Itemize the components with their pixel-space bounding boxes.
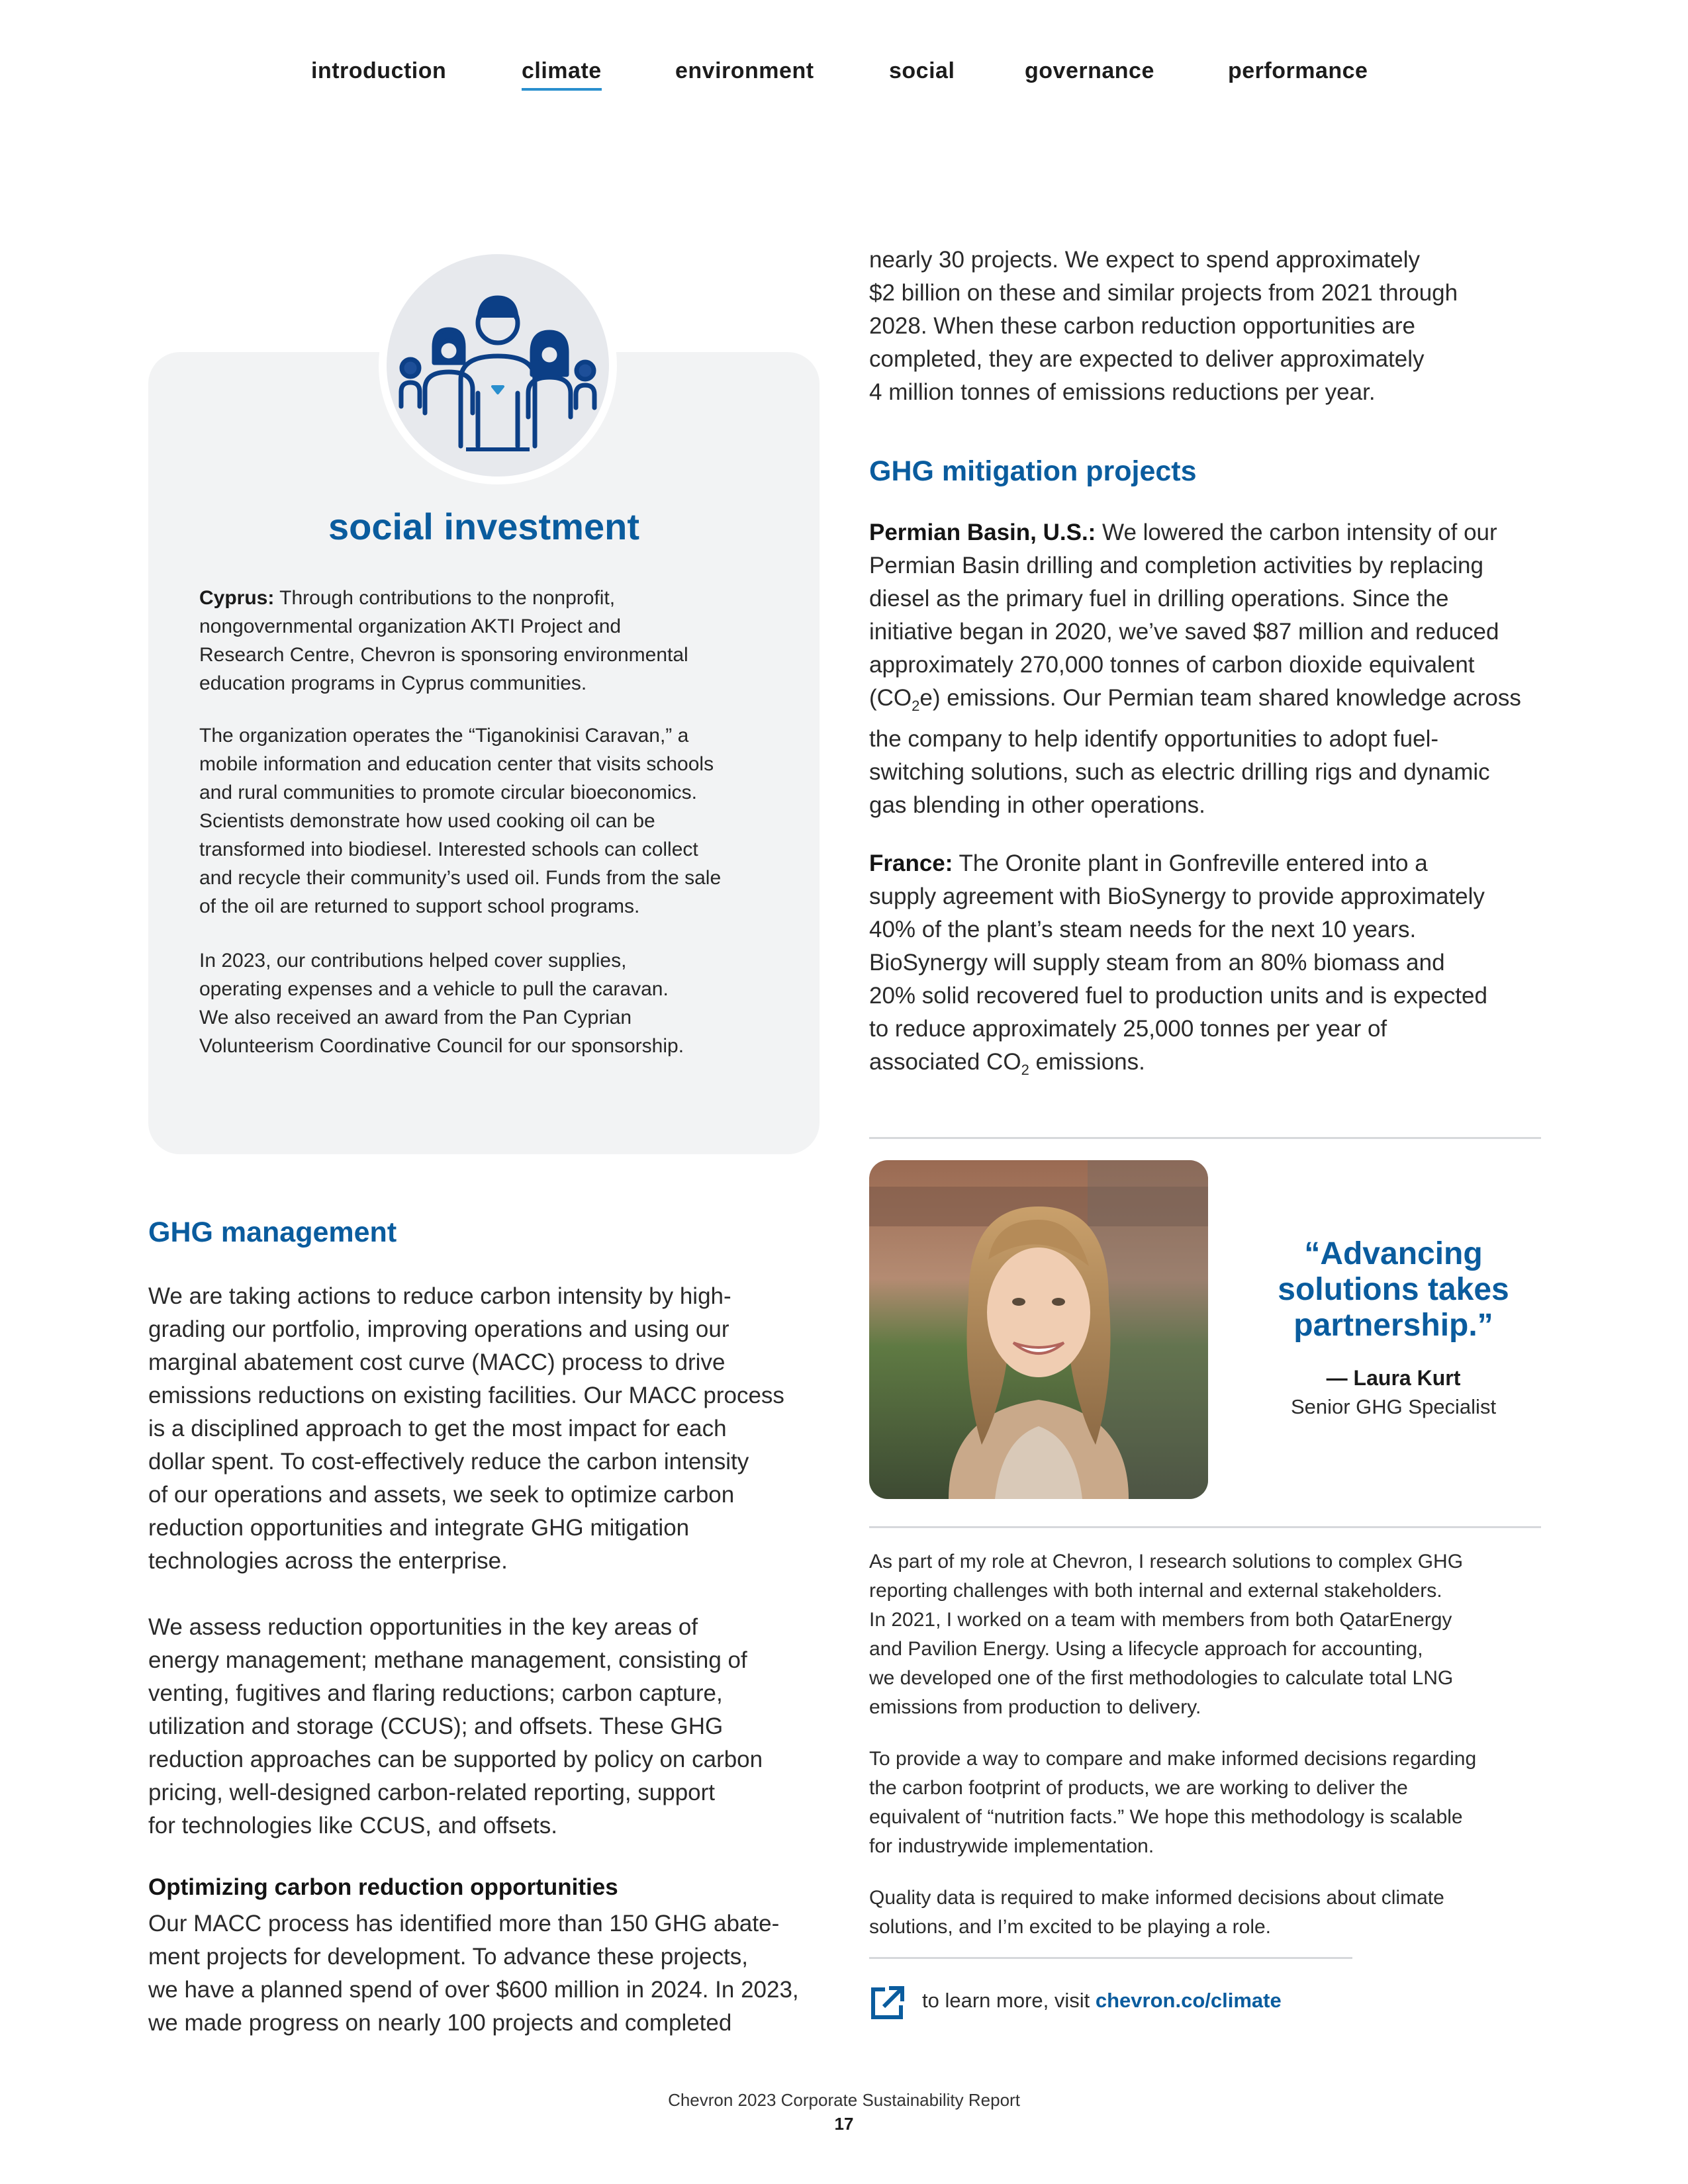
permian-label: Permian Basin, U.S.: — [869, 520, 1096, 545]
optimizing-paragraph — [148, 1907, 837, 2040]
text-line: of the oil are returned to support school programs. — [199, 895, 640, 917]
text-line: In 2023, our contributions helped cover supplies, — [199, 950, 627, 972]
permian-paragraph — [869, 516, 1558, 822]
text-line: 2028. When these carbon reduction opportunities are — [869, 313, 1415, 339]
text-line: Permian Basin drilling and completion activities by replacing — [869, 553, 1483, 578]
text-line: reporting challenges with both internal and external stakeholders. — [869, 1580, 1442, 1602]
text-line: The organization operates the “Tiganokinisi Caravan,” a — [199, 725, 689, 747]
pull-quote — [1244, 1236, 1542, 1343]
co2-subscript: 2 — [912, 698, 920, 714]
text-line: emissions from production to delivery. — [869, 1696, 1201, 1718]
text-line: the company to help identify opportunities to adopt fuel- — [869, 726, 1438, 752]
ghg-management-heading: GHG management — [148, 1216, 397, 1248]
text-line: of our operations and assets, we seek to optimize carbon — [148, 1482, 735, 1508]
text-line: grading our portfolio, improving operations and using our — [148, 1316, 729, 1342]
text-line-co2e — [869, 682, 1558, 723]
text-line: Volunteerism Coordinative Council for our sponsorship. — [199, 1035, 684, 1057]
text-line: $2 billion on these and similar projects from 2021 through — [869, 280, 1458, 306]
text-line: nongovernmental organization AKTI Project and — [199, 615, 622, 637]
text-line: is a disciplined approach to get the most impact for each — [148, 1416, 727, 1441]
divider — [869, 1957, 1352, 1959]
text-line: utilization and storage (CCUS); and offsets. These GHG — [148, 1713, 724, 1739]
text-line: solutions, and I’m excited to be playing a role. — [869, 1916, 1272, 1938]
climate-link[interactable]: chevron.co/climate — [1095, 1989, 1282, 2012]
france-paragraph — [869, 847, 1558, 1087]
text-line: Our MACC process has identified more than 150 GHG abate- — [148, 1911, 780, 1936]
text-line: We lowered the carbon intensity of our — [1096, 520, 1497, 545]
co2-prefix: (CO — [869, 685, 912, 711]
text-line: we developed one of the first methodologies to calculate total LNG — [869, 1667, 1454, 1689]
co2-prefix: associated CO — [869, 1049, 1021, 1075]
profile-paragraph-1 — [869, 1547, 1544, 1722]
text-line: and Pavilion Energy. Using a lifecycle approach for accounting, — [869, 1638, 1423, 1660]
text-line: education programs in Cyprus communities. — [199, 672, 587, 694]
text-line: 20% solid recovered fuel to production units and is expected — [869, 983, 1487, 1009]
text-line: we made progress on nearly 100 projects and completed — [148, 2010, 732, 2036]
nav-social[interactable]: social — [889, 58, 955, 83]
text-line: nearly 30 projects. We expect to spend approximately — [869, 247, 1421, 273]
text-line: operating expenses and a vehicle to pull the caravan. — [199, 978, 669, 1000]
text-line: completed, they are expected to deliver approximately — [869, 346, 1425, 372]
text-line: We assess reduction opportunities in the key areas of — [148, 1614, 698, 1640]
text-line: reduction opportunities and integrate GHG mitigation — [148, 1515, 690, 1541]
text-line: venting, fugitives and flaring reductions; carbon capture, — [148, 1680, 723, 1706]
page-number: 17 — [834, 2114, 854, 2134]
text-line: 40% of the plant’s steam needs for the next 10 years. — [869, 917, 1417, 942]
text-line: transformed into biodiesel. Interested schools can collect — [199, 839, 698, 860]
text-line-co2 — [869, 1046, 1558, 1087]
learn-more-text — [922, 1989, 1282, 2013]
people-group-icon — [387, 254, 609, 477]
ghg-mitigation-heading: GHG mitigation projects — [869, 455, 1197, 487]
text-line: and rural communities to promote circular bioeconomics. — [199, 782, 697, 803]
quote-role: Senior GHG Specialist — [1290, 1395, 1497, 1418]
top-navigation — [0, 58, 1688, 98]
text-line: emissions reductions on existing facilities. Our MACC process — [148, 1383, 784, 1408]
nav-performance[interactable]: performance — [1228, 58, 1368, 83]
text-line: 4 million tonnes of emissions reductions per year. — [869, 379, 1376, 405]
text-line: to reduce approximately 25,000 tonnes per year of — [869, 1016, 1387, 1042]
card-paragraph-contributions — [199, 946, 782, 1060]
quote-line: solutions takes — [1278, 1272, 1509, 1307]
france-label: France: — [869, 850, 953, 876]
text-line: reduction approaches can be supported by policy on carbon — [148, 1747, 763, 1772]
text-line: equivalent of “nutrition facts.” We hope this methodology is scalable — [869, 1806, 1463, 1828]
card-paragraph-caravan — [199, 721, 782, 921]
profile-paragraph-2 — [869, 1745, 1544, 1861]
text-line: pricing, well-designed carbon-related reporting, support — [148, 1780, 716, 1805]
nav-environment[interactable]: environment — [675, 58, 814, 83]
text-line: initiative began in 2020, we’ve saved $87 million and reduced — [869, 619, 1499, 645]
text-line: Research Centre, Chevron is sponsoring environmental — [199, 644, 688, 666]
card-title: social investment — [328, 506, 639, 547]
text-line: We are taking actions to reduce carbon intensity by high- — [148, 1283, 731, 1309]
text-line: switching solutions, such as electric drilling rigs and dynamic — [869, 759, 1490, 785]
external-link-icon[interactable] — [869, 1984, 906, 2021]
quote-line: “Advancing — [1304, 1236, 1483, 1271]
text-line: energy management; methane management, consisting of — [148, 1647, 747, 1673]
text-line: The Oronite plant in Gonfreville entered into a — [953, 850, 1428, 876]
text-line: for industrywide implementation. — [869, 1835, 1154, 1857]
nav-introduction[interactable]: introduction — [311, 58, 447, 83]
icon-badge — [379, 246, 617, 484]
optimizing-subheading: Optimizing carbon reduction opportunities — [148, 1874, 618, 1900]
text-line: dollar spent. To cost-effectively reduce the carbon intensity — [148, 1449, 749, 1475]
text-line: Through contributions to the nonprofit, — [274, 587, 616, 609]
portrait-illustration — [869, 1160, 1208, 1499]
text-line: To provide a way to compare and make informed decisions regarding — [869, 1748, 1477, 1770]
co2-subscript: 2 — [1021, 1062, 1029, 1078]
nav-governance[interactable]: governance — [1025, 58, 1154, 83]
text-line: and recycle their community’s used oil. Funds from the sale — [199, 867, 722, 889]
text-line: In 2021, I worked on a team with members from both QatarEnergy — [869, 1609, 1452, 1631]
text-line: for technologies like CCUS, and offsets. — [148, 1813, 558, 1839]
portrait-photo — [869, 1160, 1208, 1499]
text-line: we have a planned spend of over $600 million in 2024. In 2023, — [148, 1977, 799, 2003]
text-line: mobile information and education center that visits schools — [199, 753, 714, 775]
co2-suffix: e) emissions. Our Permian team shared knowledge across — [919, 685, 1521, 711]
quote-line: partnership.” — [1293, 1308, 1493, 1343]
co2-suffix: emissions. — [1029, 1049, 1145, 1075]
ghg-management-paragraph-1 — [148, 1280, 837, 1578]
text-line: ment projects for development. To advance these projects, — [148, 1944, 748, 1970]
text-line: marginal abatement cost curve (MACC) process to drive — [148, 1349, 726, 1375]
card-paragraph-cyprus — [199, 584, 782, 698]
text-line: As part of my role at Chevron, I research solutions to complex GHG — [869, 1551, 1464, 1572]
text-line: supply agreement with BioSynergy to provide approximately — [869, 884, 1485, 909]
ghg-management-paragraph-2 — [148, 1611, 837, 1843]
text-line: BioSynergy will supply steam from an 80% biomass and — [869, 950, 1445, 976]
text-line: Quality data is required to make informed decisions about climate — [869, 1887, 1444, 1909]
text-line: We also received an award from the Pan Cyprian — [199, 1007, 632, 1028]
text-line: approximately 270,000 tonnes of carbon dioxide equivalent — [869, 652, 1475, 678]
divider — [869, 1526, 1541, 1528]
continued-paragraph — [869, 244, 1558, 409]
text-line: diesel as the primary fuel in drilling operations. Since the — [869, 586, 1449, 612]
text-line: technologies across the enterprise. — [148, 1548, 508, 1574]
learn-more-label: to learn more, visit — [922, 1989, 1096, 2012]
quote-author: — Laura Kurt — [1326, 1366, 1461, 1390]
footer-report-title: Chevron 2023 Corporate Sustainability Report — [668, 2090, 1020, 2110]
profile-paragraph-3 — [869, 1884, 1544, 1942]
cyprus-label: Cyprus: — [199, 587, 275, 609]
text-line: gas blending in other operations. — [869, 792, 1205, 818]
nav-climate[interactable]: climate — [522, 58, 602, 91]
text-line: Scientists demonstrate how used cooking oil can be — [199, 810, 655, 832]
text-line: the carbon footprint of products, we are working to deliver the — [869, 1777, 1408, 1799]
divider — [869, 1137, 1541, 1139]
